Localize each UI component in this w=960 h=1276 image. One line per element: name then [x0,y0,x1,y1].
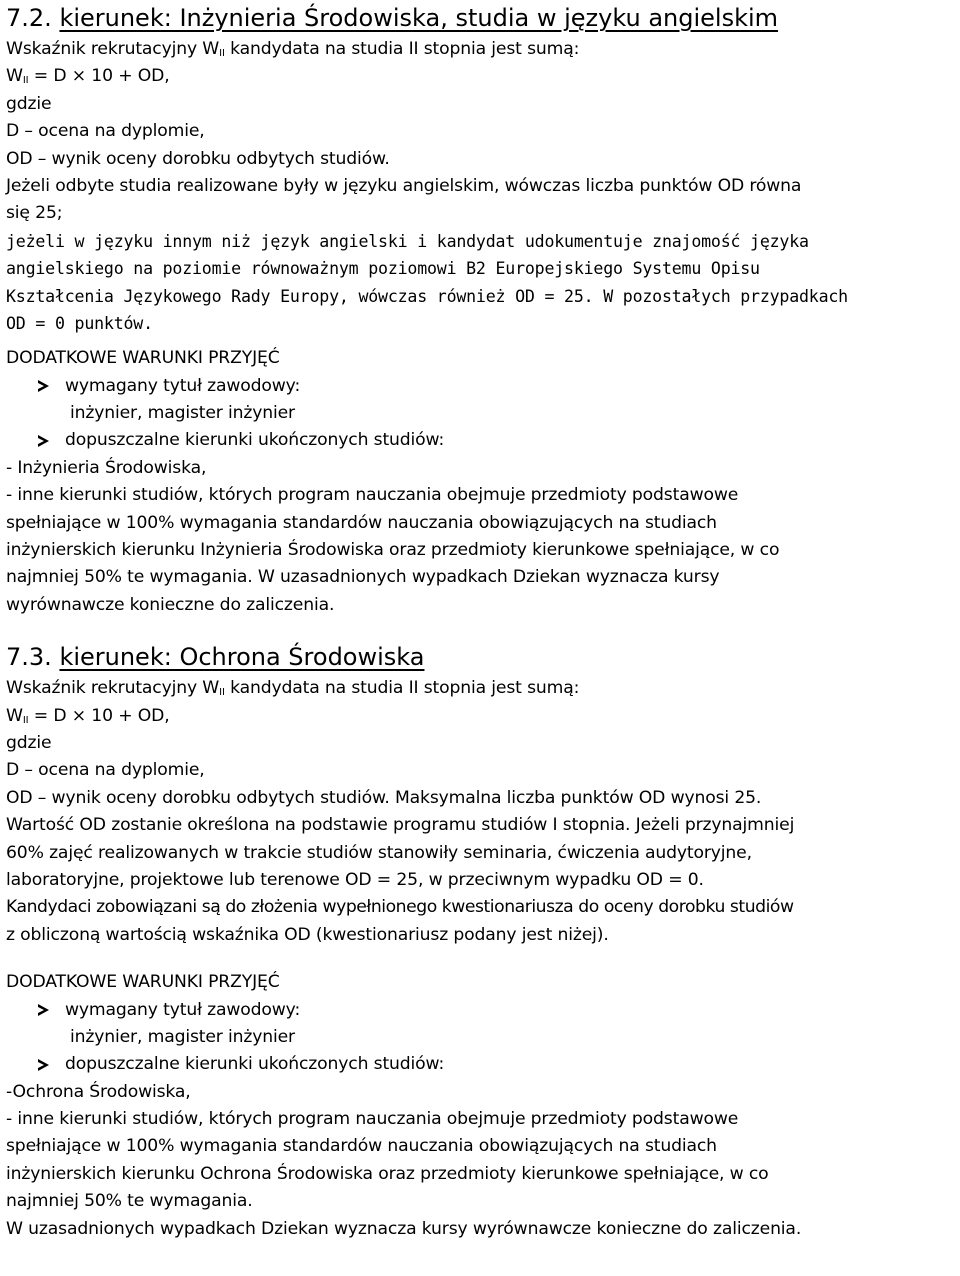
section-heading [6,2,958,34]
formula [6,63,958,90]
d-definition: D – ocena na dyplomie, [6,121,205,142]
formula-intro-text-end: kandydata na studia II stopnia jest sumą: [224,678,580,699]
formula [6,703,958,730]
arrow-bullet-icon [38,1004,49,1016]
gdzie-label: gdzie [6,732,52,753]
direction-item-line: W uzasadnionych wypadkach Dziekan wyznacza kursy wyrównawcze konieczne do zaliczenia. [6,1218,802,1239]
direction-item-line: inżynierskich kierunku Ochrona Środowiska oraz przedmioty kierunkowe spełniające, w co [6,1163,769,1184]
paragraph-line: Kształcenia Językowego Rady Europy, wówczas również OD = 25. W pozostałych przypadkach [6,286,848,306]
direction-item-line: najmniej 50% te wymagania. W uzasadnionych wypadkach Dziekan wyznacza kursy [6,567,720,588]
od-definition: OD – wynik oceny dorobku odbytych studiów. [6,148,390,169]
subscript: II [22,714,29,726]
paragraph-line: z obliczoną wartością wskaźnika OD (kwestionariusz podany jest niżej). [6,924,609,945]
subscript: II [22,75,29,87]
document-page [6,0,958,1243]
formula-expression: = D × 10 + OD, [28,66,170,87]
bullet-label: dopuszczalne kierunki ukończonych studiów: [65,1054,445,1075]
paragraph-line: 60% zajęć realizowanych w trakcie studiów stanowiły seminaria, ćwiczenia audytoryjne, [6,842,752,863]
formula-intro-text: Wskaźnik rekrutacyjny W [6,678,220,699]
section-7-3 [6,641,958,1243]
section-7-2 [6,2,958,619]
direction-item-line: najmniej 50% te wymagania. [6,1191,253,1212]
formula-intro [6,675,958,702]
direction-item-line: - inne kierunki studiów, których program nauczania obejmuje przedmioty podstawowe [6,485,739,506]
subscript: II [219,687,225,699]
bullet-item [6,1051,958,1078]
arrow-bullet-icon [38,435,49,447]
direction-item-line: - inne kierunki studiów, których program nauczania obejmuje przedmioty podstawowe [6,1109,739,1130]
direction-item-line: spełniające w 100% wymagania standardów nauczania obowiązujących na studiach [6,512,717,533]
section-number: 7.2. [6,4,52,32]
direction-item-line: spełniające w 100% wymagania standardów nauczania obowiązujących na studiach [6,1136,717,1157]
bullet-item [6,997,958,1024]
section-title: kierunek: Ochrona Środowiska [59,643,425,672]
gdzie-label: gdzie [6,93,52,114]
paragraph-line: OD = 0 punktów. [6,313,153,333]
section-number: 7.3. [6,643,52,672]
bullet-value: inżynier, magister inżynier [70,403,295,424]
formula-intro-text-end: kandydata na studia II stopnia jest sumą: [224,39,580,59]
d-definition: D – ocena na dyplomie, [6,760,205,781]
subscript: II [219,48,225,59]
section-title: kierunek: Inżynieria Środowiska, studia w języku angielskim [59,4,779,32]
formula-intro [6,36,958,63]
paragraph-line: laboratoryjne, projektowe lub terenowe OD = 25, w przeciwnym wypadku OD = 0. [6,869,704,890]
formula-intro-text: Wskaźnik rekrutacyjny W [6,39,220,59]
paragraph-line: Wartość OD zostanie określona na podstawie programu studiów I stopnia. Jeżeli przynajmniej [6,815,795,836]
direction-item-line: inżynierskich kierunku Inżynieria Środowiska oraz przedmioty kierunkowe spełniające, w co [6,540,780,561]
paragraph-line: się 25; [6,203,63,224]
bullet-value: inżynier, magister inżynier [70,1026,295,1047]
arrow-bullet-icon [38,380,49,392]
bullet-label: dopuszczalne kierunki ukończonych studiów: [65,430,445,451]
direction-item: - Inżynieria Środowiska, [6,457,207,478]
arrow-bullet-icon [38,1059,49,1071]
formula-expression: = D × 10 + OD, [28,705,170,726]
bullet-item [6,427,958,454]
paragraph-line: Jeżeli odbyte studia realizowane były w języku angielskim, wówczas liczba punktów OD równa [6,175,802,196]
bullet-item [6,373,958,400]
extra-conditions-heading: DODATKOWE WARUNKI PRZYJĘĆ [6,972,280,993]
bullet-label: wymagany tytuł zawodowy: [65,999,301,1020]
paragraph-line: angielskiego na poziomie równoważnym poziomowi B2 Europejskiego Systemu Opisu [6,259,760,279]
extra-conditions-heading: DODATKOWE WARUNKI PRZYJĘĆ [6,348,280,369]
direction-item: -Ochrona Środowiska, [6,1081,191,1102]
od-definition: OD – wynik oceny dorobku odbytych studiów. Maksymalna liczba punktów OD wynosi 25. [6,787,762,808]
direction-item-line: wyrównawcze konieczne do zaliczenia. [6,594,335,615]
formula-symbol: W [6,66,23,87]
paragraph-line: Kandydaci zobowiązani są do złożenia wypełnionego kwestionariusza do oceny dorobku studiów [6,897,794,918]
formula-symbol: W [6,705,23,726]
bullet-label: wymagany tytuł zawodowy: [65,375,301,396]
section-heading [6,641,958,673]
paragraph-line: jeżeli w języku innym niż język angielski i kandydat udokumentuje znajomość języka [6,231,809,251]
